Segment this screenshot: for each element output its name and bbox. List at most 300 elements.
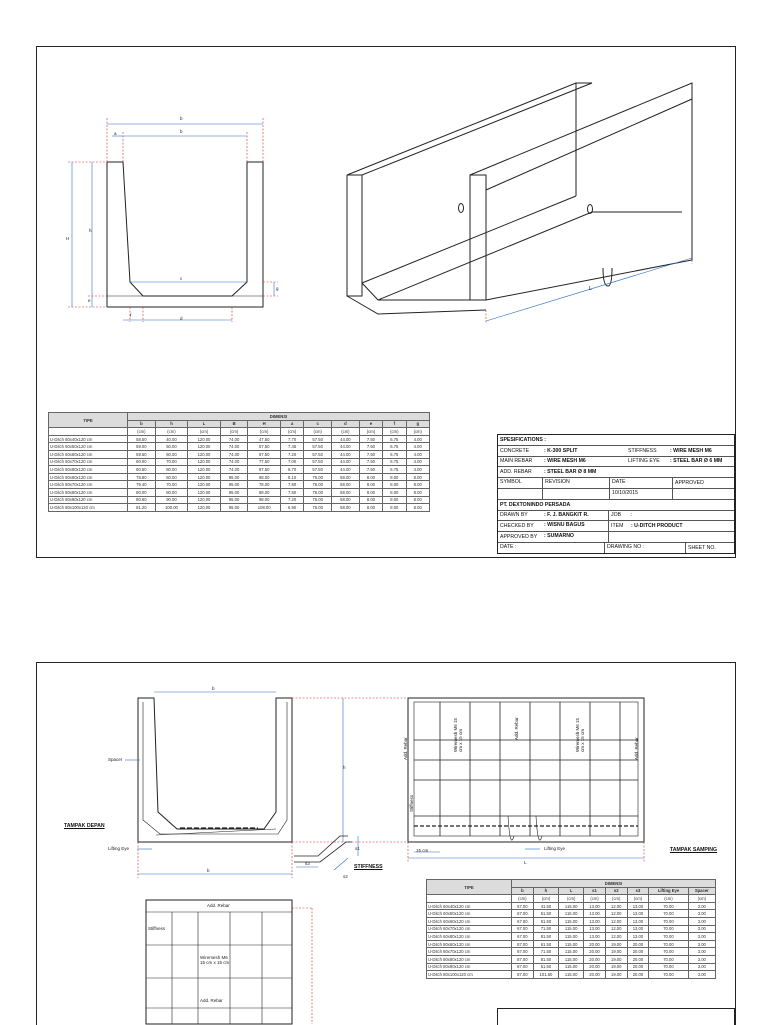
table-cell: 80.00: [128, 488, 156, 496]
spec-header: SPESIFICATIONS :: [500, 436, 547, 443]
table-cell: 7.70: [280, 435, 303, 443]
table-unit-cell: (cm): [248, 428, 281, 436]
table-cell: 71.50: [533, 925, 558, 933]
dim-label-h: h: [89, 228, 92, 233]
table-cell: 3.00: [688, 940, 715, 948]
table-unit-cell: (cm): [512, 895, 534, 903]
table-cell: 60.00: [155, 473, 188, 481]
front-view-dimension-lines: [125, 692, 343, 874]
table-cell: 58.00: [332, 504, 360, 512]
table-cell: 6.75: [383, 450, 406, 458]
table-cell: 58.00: [332, 481, 360, 489]
table-cell: 70.00: [155, 458, 188, 466]
table-cell: 3.00: [688, 917, 715, 925]
table-cell: 7.50: [359, 443, 382, 451]
front-view: [138, 698, 292, 842]
dim-L-label: L: [524, 860, 527, 865]
spec-lifting-eye-value: : STEEL BAR Ø 6 MM: [670, 458, 723, 465]
table-cell: 70.00: [649, 955, 688, 963]
table-cell: 13.00: [584, 902, 606, 910]
table-cell: U-Ditch 60x50x120 cm: [427, 910, 512, 918]
side-view: [408, 698, 644, 842]
table-unit-cell: (cm): [584, 895, 606, 903]
table-cell: 115.00: [559, 910, 584, 918]
table-column-header: H: [248, 420, 281, 428]
table-cell: 70.00: [649, 902, 688, 910]
spec-item-value: : U-DITCH PRODUCT: [631, 523, 683, 530]
table-cell: 8.00: [406, 488, 430, 496]
table-cell: 67.00: [512, 933, 534, 941]
table-cell: 58.50: [128, 435, 156, 443]
plan-stiffness-label: Stiffness: [148, 926, 166, 931]
table-unit-cell: (cm): [155, 428, 188, 436]
table-cell: 70.00: [649, 933, 688, 941]
table-cell: 81.50: [533, 955, 558, 963]
table-column-header: Lifting Eye: [649, 887, 688, 895]
spec-stiffness-label: STIFFNESS: [628, 447, 657, 454]
table-column-header: L: [559, 887, 584, 895]
table-unit-cell: (cm): [304, 428, 332, 436]
table-cell: 44.00: [332, 435, 360, 443]
table-cell: 51.50: [533, 910, 558, 918]
table-cell: 67.50: [248, 450, 281, 458]
table-cell: 13.00: [584, 917, 606, 925]
table-cell: 58.00: [332, 473, 360, 481]
table-unit-cell: (cm): [332, 428, 360, 436]
table-column-header: d: [332, 420, 360, 428]
table-cell: 70.00: [649, 910, 688, 918]
table-cell: 78.00: [248, 481, 281, 489]
table-cell: 8.00: [406, 504, 430, 512]
dim-label-L: L: [589, 286, 593, 292]
table-cell: U-Ditch 80x70x120 cm: [49, 481, 128, 489]
table-cell: 68.00: [248, 473, 281, 481]
table-cell: U-Ditch 60x70x120 cm: [49, 458, 128, 466]
table-cell: 67.00: [512, 902, 534, 910]
table-row: [427, 971, 716, 979]
table-cell: 44.00: [332, 443, 360, 451]
table-cell: 74.00: [220, 435, 248, 443]
dim-label-H: H: [66, 236, 70, 241]
table-cell: 12.00: [605, 925, 627, 933]
spec-approved: APPROVED: [675, 480, 704, 487]
table-unit-cell: (cm): [280, 428, 303, 436]
table-cell: 60.00: [128, 458, 156, 466]
table-cell: 120.00: [188, 496, 221, 504]
dim-b-top-label: b: [212, 686, 215, 691]
table-cell: 7.45: [280, 443, 303, 451]
table-row: [427, 910, 716, 918]
dim-spacing-label: 15 cm: [416, 848, 429, 853]
table-cell: 20.00: [584, 948, 606, 956]
table-type-header: TIPE: [427, 880, 512, 895]
table-cell: 8.00: [383, 496, 406, 504]
table-column-header: h: [155, 420, 188, 428]
dim-label-h-top: b: [180, 129, 183, 134]
table-cell: 74.00: [220, 458, 248, 466]
table-column-header: B: [220, 420, 248, 428]
spec-add-rebar-label: ADD. REBAR: [500, 469, 532, 476]
table-cell: U-Ditch 60x50x120 cm: [49, 443, 128, 451]
table-cell: U-Ditch 60x60x120 cm: [49, 450, 128, 458]
side-wall-rebar: Add. Rebar: [634, 737, 639, 760]
table-column-header: c: [304, 420, 332, 428]
side-view-hidden-lines: [408, 842, 644, 862]
table-unit-cell: (cm): [383, 428, 406, 436]
dim-label-d: d: [180, 316, 183, 321]
spec-symbol: SYMBOL: [498, 478, 543, 488]
table-cell: 87.00: [512, 948, 534, 956]
table-row: [427, 948, 716, 956]
table-unit-cell: (cm): [605, 895, 627, 903]
table-cell: 120.00: [188, 466, 221, 474]
dim-label-e: e: [88, 298, 91, 303]
table-type-header: TIPE: [49, 413, 128, 428]
table-cell: 6.75: [383, 435, 406, 443]
table-cell: 13.00: [627, 910, 649, 918]
table-cell: 13.00: [627, 902, 649, 910]
table-cell: 70.00: [649, 963, 688, 971]
table-cell: 70.00: [649, 940, 688, 948]
table-cell: 12.00: [605, 933, 627, 941]
table-cell: 12.00: [605, 910, 627, 918]
table-cell: 58.00: [332, 496, 360, 504]
table-column-header: g: [406, 420, 430, 428]
side-wiremesh-2: Wiremesh M6 15 cm x 15 cm: [575, 717, 585, 752]
table-cell: 70.00: [649, 925, 688, 933]
spec-main-rebar-value: : WIRE MESH M6: [544, 458, 586, 465]
table-cell: 20.00: [627, 940, 649, 948]
table-cell: U-Ditch 60x40x120 cm: [49, 435, 128, 443]
table-cell: 19.00: [605, 948, 627, 956]
spec-lifting-eye-label: LIFTING EYE: [628, 458, 660, 465]
table-cell: 81.50: [533, 933, 558, 941]
spec-drawn-by-label: DRAWN BY: [500, 512, 528, 519]
table-cell: 20.00: [627, 971, 649, 979]
table-unit-cell: (cm): [220, 428, 248, 436]
table-column-header: a: [280, 420, 303, 428]
dim-s1-label: s1: [355, 846, 360, 851]
dim-s2-label: s2: [343, 874, 348, 879]
table-cell: 7.20: [280, 496, 303, 504]
table-cell: 6.75: [383, 466, 406, 474]
table-cell: 3.00: [688, 971, 715, 979]
table-cell: 19.00: [605, 963, 627, 971]
table-cell: 115.00: [559, 933, 584, 941]
table-cell: U-Ditch 60x70x120 cm: [427, 925, 512, 933]
table-cell: 8.00: [383, 473, 406, 481]
spec-revision: REVISION: [543, 478, 610, 488]
table-cell: 70.00: [649, 948, 688, 956]
table-group-header: DIMENSI: [512, 880, 716, 888]
table-cell: 20.00: [627, 955, 649, 963]
table-cell: 95.00: [220, 496, 248, 504]
table-cell: U-Ditch 80x80x120 cm: [427, 955, 512, 963]
table-cell: 8.00: [359, 473, 382, 481]
table-cell: U-Ditch 60x80x120 cm: [49, 466, 128, 474]
table-cell: 8.00: [383, 488, 406, 496]
table-cell: 120.00: [188, 481, 221, 489]
table-cell: 6.90: [280, 504, 303, 512]
table-cell: 87.00: [512, 963, 534, 971]
table-cell: U-Ditch 80x80x120 cm: [49, 488, 128, 496]
table-cell: 12.00: [605, 917, 627, 925]
table-cell: 57.50: [304, 458, 332, 466]
title-block-2: [497, 1008, 735, 1025]
plan-add-rebar-mid: Add. Rebar: [200, 998, 223, 1003]
table-cell: 57.50: [304, 443, 332, 451]
table-cell: U-Ditch 80x70x120 cm: [427, 948, 512, 956]
table-unit-cell: (cm): [627, 895, 649, 903]
table-cell: 13.00: [584, 925, 606, 933]
table-cell: 8.00: [359, 496, 382, 504]
table-cell: 76.00: [304, 496, 332, 504]
spec-checked-by-label: CHECKED BY: [500, 523, 534, 530]
table-cell: 4.00: [406, 458, 430, 466]
table-cell: 67.00: [512, 925, 534, 933]
table-column-header: e: [359, 420, 382, 428]
table-cell: U-Ditch 80x100x120 cm: [49, 504, 128, 512]
table-cell: 47.50: [248, 435, 281, 443]
lifting-eye-label: Lifting Eye: [108, 846, 130, 851]
table-cell: 8.00: [383, 481, 406, 489]
table-cell: 8.00: [406, 473, 430, 481]
spec-date-label: DATE :: [498, 543, 605, 553]
spec-concrete-label: CONCRETE: [500, 447, 530, 454]
table-cell: 41.50: [533, 902, 558, 910]
table-cell: 6.75: [383, 443, 406, 451]
dim-label-f: f: [130, 313, 132, 318]
table-cell: 4.00: [406, 443, 430, 451]
table-column-header: h: [533, 887, 558, 895]
table-cell: U-Ditch 80x60x120 cm: [427, 940, 512, 948]
table-cell: 8.00: [359, 481, 382, 489]
table-cell: 80.00: [155, 488, 188, 496]
table-column-header: Spacer: [688, 887, 715, 895]
table-cell: 13.00: [627, 917, 649, 925]
table-cell: 57.50: [304, 466, 332, 474]
table-cell: 101.50: [533, 971, 558, 979]
spec-drawn-by-value: : F. J. BANGKIT R.: [542, 511, 609, 521]
table-cell: 19.00: [605, 971, 627, 979]
table-cell: 60.00: [155, 450, 188, 458]
table-cell: 95.00: [220, 488, 248, 496]
table-cell: 13.00: [584, 933, 606, 941]
table-cell: 98.00: [248, 496, 281, 504]
side-view-dimension-lines: [408, 849, 644, 858]
table-cell: 70.00: [649, 971, 688, 979]
table-cell: 120.00: [188, 504, 221, 512]
table-cell: 13.00: [627, 925, 649, 933]
table-unit-cell: (cm): [649, 895, 688, 903]
table-cell: 8.00: [406, 496, 430, 504]
table-cell: 44.00: [332, 458, 360, 466]
table-cell: 3.00: [688, 963, 715, 971]
table-cell: 87.00: [512, 940, 534, 948]
table-cell: 13.00: [627, 933, 649, 941]
table-unit-cell: (cm): [128, 428, 156, 436]
side-add-rebar-mid: Add. Rebar: [514, 717, 519, 740]
table-column-header: s2: [605, 887, 627, 895]
table-cell: 20.00: [584, 955, 606, 963]
dim-label-g: g: [276, 286, 279, 291]
table-cell: 7.50: [359, 435, 382, 443]
table-unit-cell: (cm): [359, 428, 382, 436]
dim-b-bottom-label: b: [207, 868, 210, 873]
table-cell: 8.00: [359, 488, 382, 496]
table-cell: 67.00: [512, 917, 534, 925]
table-cell: 80.60: [128, 496, 156, 504]
table-cell: 81.20: [128, 504, 156, 512]
table-cell: 51.50: [533, 963, 558, 971]
table-cell: 50.00: [155, 443, 188, 451]
table-row: [427, 917, 716, 925]
table-cell: 19.00: [605, 955, 627, 963]
front-view-title: TAMPAK DEPAN: [64, 823, 105, 829]
table-cell: 95.00: [220, 481, 248, 489]
table-cell: 3.00: [688, 902, 715, 910]
table-row: [427, 963, 716, 971]
table-cell: 4.00: [406, 435, 430, 443]
table-cell: 74.00: [220, 466, 248, 474]
table-cell: 120.00: [188, 450, 221, 458]
stiffness-title: STIFFNESS: [354, 864, 383, 870]
table-cell: 57.50: [248, 443, 281, 451]
table-cell: 87.50: [248, 466, 281, 474]
table-column-header: b: [512, 887, 534, 895]
table-cell: 61.50: [533, 917, 558, 925]
table-cell: 3.00: [688, 955, 715, 963]
table-cell: 20.00: [627, 963, 649, 971]
table-cell: 67.00: [512, 910, 534, 918]
table-cell: 8.10: [280, 473, 303, 481]
plan-add-rebar-top: Add. Rebar: [207, 903, 230, 908]
side-wiremesh-1: Wiremesh M6 15 cm x 15 cm: [453, 717, 463, 752]
table-cell: 8.00: [383, 504, 406, 512]
table-cell: U-Ditch 80x90x120 cm: [427, 963, 512, 971]
table-cell: 3.00: [688, 948, 715, 956]
table-row: [427, 902, 716, 910]
table-cell: 4.00: [406, 450, 430, 458]
front-view-hidden-lines: [138, 698, 408, 1024]
table-cell: 95.00: [220, 473, 248, 481]
table-unit-cell: (cm): [533, 895, 558, 903]
spec-stiffness-value: : WIRE MESH M6: [670, 447, 712, 454]
table-cell: 115.00: [559, 917, 584, 925]
table-row: [427, 955, 716, 963]
table-cell: 78.80: [128, 473, 156, 481]
dim-s3-label: s3: [305, 861, 310, 866]
table-cell: 87.00: [512, 955, 534, 963]
spec-sheet-no-label: SHEET NO.: [688, 544, 716, 551]
table-cell: 7.50: [359, 450, 382, 458]
table-cell: 79.40: [128, 481, 156, 489]
plan-wiremesh: Wiremesh M6 15 cm x 15 cm: [200, 955, 230, 965]
table-group-header: DIMENSI: [128, 413, 430, 421]
dim-label-c: c: [180, 276, 183, 281]
lifting-eye-side-label: Lifting Eye: [544, 846, 566, 851]
table-row: [427, 940, 716, 948]
table-cell: 77.50: [248, 458, 281, 466]
spec-company: PT. DEXTONINDO PERSADA: [500, 501, 571, 508]
table-cell: 7.80: [280, 481, 303, 489]
table-cell: 76.00: [304, 488, 332, 496]
table-cell: 57.50: [304, 450, 332, 458]
side-stiffness-label: Stiffness: [409, 794, 414, 812]
table-unit-cell: (cm): [559, 895, 584, 903]
table-row: [427, 933, 716, 941]
spec-job-value: :: [631, 512, 633, 519]
dim-label-b: b: [180, 116, 183, 121]
table-cell: 59.50: [128, 450, 156, 458]
table-cell: U-Ditch 60x60x120 cm: [427, 917, 512, 925]
table-cell: 71.50: [533, 948, 558, 956]
table-cell: 120.00: [188, 458, 221, 466]
table-cell: 88.00: [248, 488, 281, 496]
table-cell: 59.00: [128, 443, 156, 451]
table-cell: 44.00: [332, 466, 360, 474]
table-cell: 7.50: [359, 458, 382, 466]
table-cell: 70.00: [155, 481, 188, 489]
table-cell: 57.50: [304, 435, 332, 443]
table-cell: 3.00: [688, 933, 715, 941]
table-cell: 7.00: [280, 458, 303, 466]
spec-add-rebar-value: : STEEL BAR Ø 8 MM: [544, 469, 597, 476]
dimension-table-2: [426, 879, 716, 979]
table-cell: 74.00: [220, 450, 248, 458]
spacer-label: Spacer: [108, 757, 123, 762]
table-cell: 80.00: [155, 466, 188, 474]
table-cell: 120.00: [188, 488, 221, 496]
table-cell: 20.00: [584, 963, 606, 971]
spec-main-rebar-label: MAIN REBAR: [500, 458, 533, 465]
table-cell: 115.00: [559, 940, 584, 948]
table-cell: 12.00: [605, 902, 627, 910]
table-cell: 8.00: [359, 504, 382, 512]
table-cell: 4.00: [406, 466, 430, 474]
table-cell: 95.00: [220, 504, 248, 512]
table-row: [427, 925, 716, 933]
table-cell: 3.00: [688, 925, 715, 933]
table-column-header: b: [128, 420, 156, 428]
table-cell: 40.00: [155, 435, 188, 443]
table-cell: U-Ditch 80x60x120 cm: [49, 473, 128, 481]
spec-date: DATE: [610, 478, 673, 488]
table-cell: 19.00: [605, 940, 627, 948]
table-cell: 115.00: [559, 963, 584, 971]
table-cell: 58.00: [332, 488, 360, 496]
table-cell: 3.00: [688, 910, 715, 918]
table-cell: 115.00: [559, 971, 584, 979]
table-column-header: s1: [584, 887, 606, 895]
table-cell: 61.50: [533, 940, 558, 948]
spec-checked-by-value: : WISNU BAGUS: [542, 521, 609, 531]
table-cell: 20.00: [584, 940, 606, 948]
table-cell: 120.00: [188, 435, 221, 443]
table-unit-cell: (cm): [406, 428, 430, 436]
table-cell: U-Ditch 60x80x120 cm: [427, 933, 512, 941]
table-cell: 20.00: [627, 948, 649, 956]
table-cell: U-Ditch 80x90x120 cm: [49, 496, 128, 504]
table-cell: 120.00: [188, 473, 221, 481]
table-cell: 115.00: [559, 948, 584, 956]
table-column-header: s3: [627, 887, 649, 895]
table-cell: 90.00: [155, 496, 188, 504]
spec-date-value: 10/10/2015: [610, 489, 673, 499]
table-cell: 76.00: [304, 504, 332, 512]
spec-concrete-value: : K-300 SPLIT: [544, 447, 578, 454]
table-cell: 115.00: [559, 902, 584, 910]
